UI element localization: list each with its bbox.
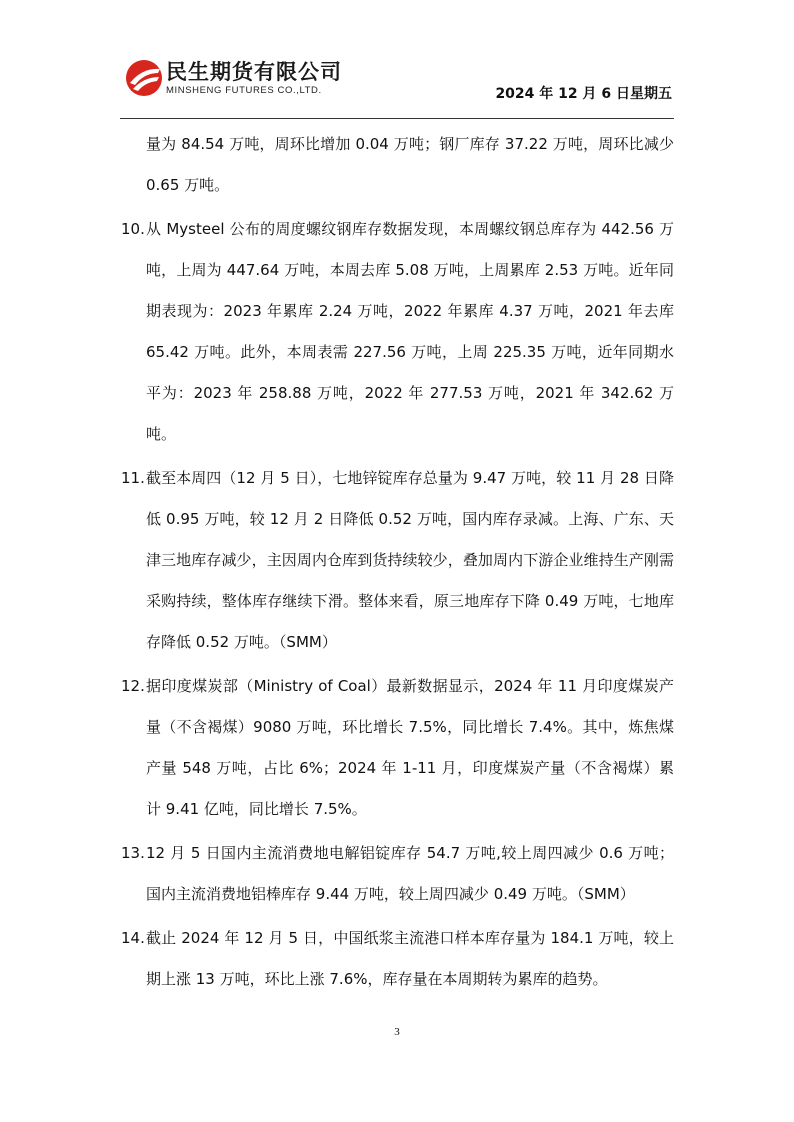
list-item-number: 11. (121, 469, 145, 487)
list-item (0, 833, 674, 915)
list-item-number: 14. (121, 929, 145, 947)
company-name-en: MINSHENG FUTURES CO.,LTD. (166, 85, 322, 96)
minsheng-logo-icon (124, 58, 164, 98)
list-item (0, 918, 674, 1000)
header-divider (120, 118, 674, 119)
list-item (0, 458, 674, 663)
list-item-text: 12 月 5 日国内主流消费地电解铝锭库存 54.7 万吨,较上周四减少 0.6 万吨；国内主流消费地铝棒库存 9.44 万吨，较上周四减少 0.49 万吨。（SMM） (146, 844, 674, 903)
document-body (0, 124, 794, 1000)
list-item-number: 12. (121, 677, 145, 695)
list-item-text: 据印度煤炭部（Ministry of Coal）最新数据显示，2024 年 11 月印度煤炭产量（不含褐煤）9080 万吨，环比增长 7.5%，同比增长 7.4%。其中，炼焦煤产量 548 万吨，占比 6%；2024 年 1-11 月，印度煤炭产量（不含褐煤）累计 9.41 亿吨，同比增长 7.5%。 (146, 677, 674, 818)
list-item-text: 截止 2024 年 12 月 5 日，中国纸浆主流港口样本库存量为 184.1 万吨，较上期上涨 13 万吨，环比上涨 7.6%，库存量在本周期转为累库的趋势。 (146, 929, 674, 988)
list-item-text: 从 Mysteel 公布的周度螺纹钢库存数据发现，本周螺纹钢总库存为 442.56 万吨，上周为 447.64 万吨，本周去库 5.08 万吨，上周累库 2.53 万吨。近年同期表现为：2023 年累库 2.24 万吨，2022 年累库 4.37 万吨，2021 年去库 65.42 万吨。此外，本周表需 227.56 万吨，上周 225.35 万吨，近年同期水平为：2023 年 258.88 万吨，2022 年 277.53 万吨，2021 年 342.62 万吨。 (146, 220, 674, 443)
list-item-text: 截至本周四（12 月 5 日），七地锌锭库存总量为 9.47 万吨，较 11 月 28 日降低 0.95 万吨，较 12 月 2 日降低 0.52 万吨，国内库存录减。上海、广东、天津三地库存减少，主因周内仓库到货持续较少，叠加周内下游企业维持生产刚需采购持续，整体库存继续下滑。整体来看，原三地库存下降 0.49 万吨，七地库存降低 0.52 万吨。（SMM） (146, 469, 674, 651)
list-item (0, 666, 674, 830)
page-header (0, 0, 794, 120)
list-item-number: 10. (121, 220, 145, 238)
company-logo (124, 56, 364, 104)
company-name-cn: 民生期货有限公司 (166, 60, 342, 84)
page-number: 3 (394, 1026, 400, 1038)
continued-paragraph (0, 124, 674, 206)
report-date: 2024 年 12 月 6 日星期五 (495, 86, 672, 102)
list-item-number: 13. (121, 844, 145, 862)
paragraph-text: 量为 84.54 万吨，周环比增加 0.04 万吨；钢厂库存 37.22 万吨，周环比减少 0.65 万吨。 (146, 135, 674, 194)
list-item (0, 209, 674, 455)
